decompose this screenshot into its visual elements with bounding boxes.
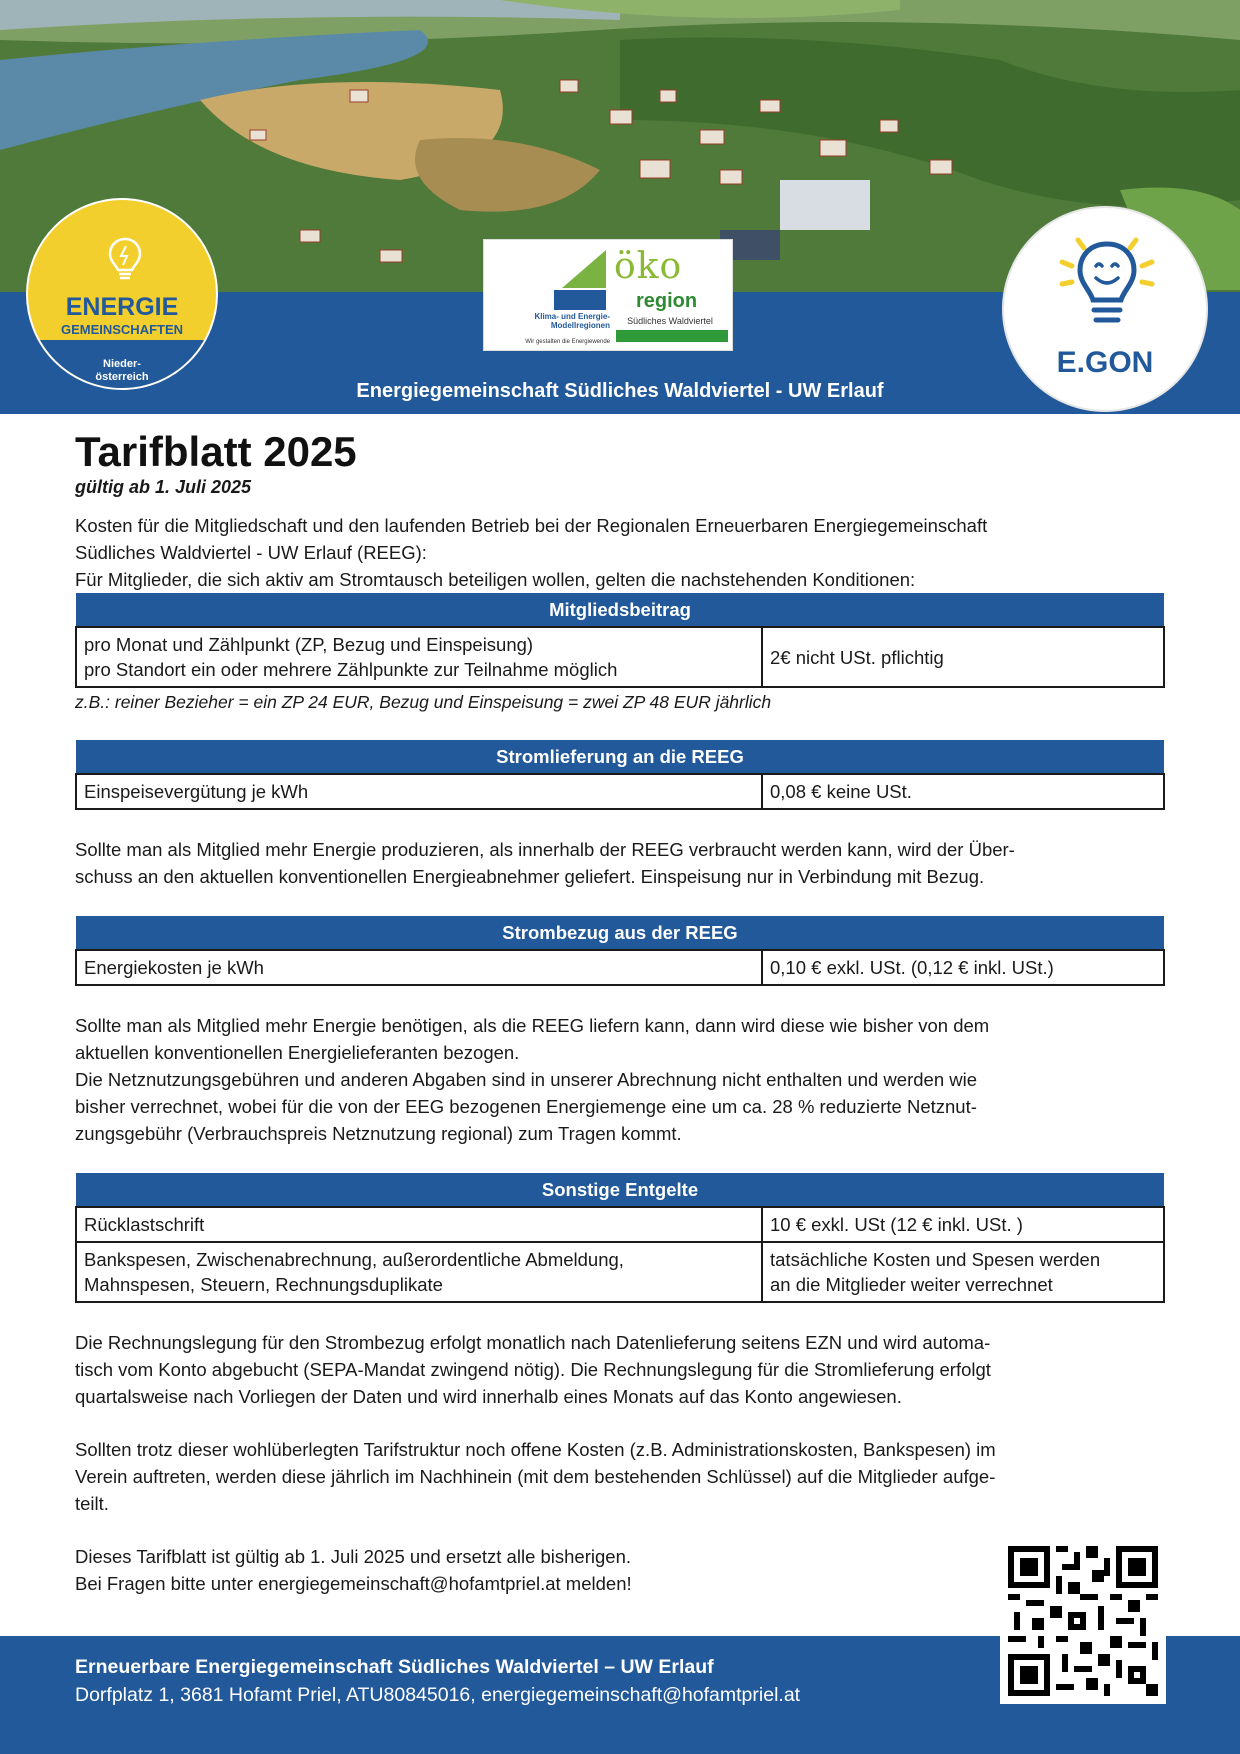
- egon-logo-text: E.GON: [1056, 346, 1154, 379]
- klima-okoregion-logo: [483, 239, 733, 351]
- klima-tagline: Wir gestalten die Energiewende: [525, 339, 610, 345]
- other-fees-table: [75, 1173, 1165, 1303]
- open-costs-paragraph: Sollten trotz dieser wohlüberlegten Tarifstruktur noch offene Kosten (z.B. Administrationskosten, Bankspesen) im Verein auftreten, werden diese jährlich im Nachhinein (mit dem bestehenden Schlüssel) auf die Mitglieder aufge- teilt.: [75, 1439, 996, 1514]
- table-row: [76, 627, 1164, 687]
- energiegemeinschaften-badge: [26, 198, 218, 390]
- header-band-title: Energiegemeinschaft Südliches Waldviertel - UW Erlauf: [356, 380, 884, 402]
- delivery-row-label: Einspeisevergütung je kWh: [76, 774, 762, 809]
- other-fees-row2-label: Bankspesen, Zwischenabrechnung, außerordentliche Abmeldung, Mahnspesen, Steuern, Rechnungsduplikate: [76, 1242, 762, 1302]
- qr-code-icon: [1008, 1546, 1158, 1696]
- other-fees-row1-value: 10 € exkl. USt (12 € inkl. USt. ): [762, 1207, 1164, 1242]
- membership-row-label: pro Monat und Zählpunkt (ZP, Bezug und Einspeisung) pro Standort ein oder mehrere Zählpunkte zur Teilnahme möglich: [76, 627, 762, 687]
- delivery-table: [75, 740, 1165, 810]
- membership-table-header: Mitgliedsbeitrag: [76, 593, 1164, 627]
- delivery-table-header: Stromlieferung an die REEG: [76, 740, 1164, 774]
- klima-logo-text: Klima- und Energie- Modellregionen: [534, 312, 610, 330]
- table-row: [76, 1207, 1164, 1242]
- membership-row-value: 2€ nicht USt. pflichtig: [762, 627, 1164, 687]
- billing-paragraph: Die Rechnungslegung für den Strombezug erfolgt monatlich nach Datenlieferung seitens EZN und wird automa- tisch vom Konto abgebucht (SEPA-Mandat zwingend nötig). Die Rechnungslegung für die Stromlieferung erfolgt quartalsweise nach Vorliegen der Daten und wird innerhalb eines Monats auf das Konto angewiesen.: [75, 1332, 991, 1407]
- okoregion-region-text: region: [636, 290, 698, 312]
- badge-energie-text: ENERGIE: [65, 293, 179, 321]
- smiling-lightbulb-icon: [1056, 234, 1158, 334]
- badge-gemeinschaften-text: GEMEINSCHAFTEN: [60, 322, 184, 337]
- page-title: Tarifblatt 2025: [75, 428, 357, 475]
- membership-fee-table: [75, 593, 1165, 688]
- intro-paragraph: Kosten für die Mitgliedschaft und den laufenden Betrieb bei der Regionalen Erneuerbaren Energiegemeinschaft Südliches Waldviertel - UW Erlauf (REEG): Für Mitglieder, die sich aktiv am Stromtausch beteiligen wollen, gelten die nachstehenden Konditionen:: [75, 515, 988, 590]
- table-row: [76, 950, 1164, 985]
- supply-table-header: Strombezug aus der REEG: [76, 916, 1164, 950]
- egon-badge: [1002, 206, 1208, 412]
- other-fees-table-header: Sonstige Entgelte: [76, 1173, 1164, 1207]
- tariff-document: [75, 428, 1165, 1597]
- qr-code[interactable]: [1000, 1538, 1166, 1704]
- page-subtitle: gültig ab 1. Juli 2025: [75, 477, 252, 497]
- delivery-row-value: 0,08 € keine USt.: [762, 774, 1164, 809]
- other-fees-row1-label: Rücklastschrift: [76, 1207, 762, 1242]
- footer-organisation: Erneuerbare Energiegemeinschaft Südliches Waldviertel – UW Erlauf: [75, 1656, 714, 1678]
- okoregion-subregion-text: Südliches Waldviertel: [627, 316, 713, 326]
- delivery-paragraph: Sollte man als Mitglied mehr Energie produzieren, als innerhalb der REEG verbraucht werden kann, wird der Über- schuss an den aktuellen konventionellen Energieabnehmer geliefert. Einspeisung nur in Verbindung mit Bezug.: [75, 839, 1015, 887]
- okoregion-green-bar: [616, 330, 728, 342]
- lightbulb-icon: [106, 236, 144, 284]
- validity-paragraph: Dieses Tarifblatt ist gültig ab 1. Juli 2025 und ersetzt alle bisherigen. Bei Fragen bitte unter energiegemeinschaft@hofamtpriel.at melden!: [75, 1546, 632, 1594]
- membership-example-note: z.B.: reiner Bezieher = ein ZP 24 EUR, Bezug und Einspeisung = zwei ZP 48 EUR jährlich: [75, 692, 772, 712]
- table-row: [76, 774, 1164, 809]
- badge-region-text: Nieder- österreich: [95, 358, 149, 383]
- header-banner: [0, 0, 1240, 414]
- supply-row-value: 0,10 € exkl. USt. (0,12 € inkl. USt.): [762, 950, 1164, 985]
- other-fees-row2-value: tatsächliche Kosten und Spesen werden an die Mitglieder weiter verrechnet: [762, 1242, 1164, 1302]
- supply-paragraph: Sollte man als Mitglied mehr Energie benötigen, als die REEG liefern kann, dann wird diese wie bisher von dem aktuellen konventionellen Energielieferanten bezogen. Die Netznutzungsgebühren und anderen Abgaben sind in unserer Abrechnung nicht enthalten und werden wie bisher verrechnet, wobei für die von der EEG bezogenen Energiemenge eine um ca. 28 % reduzierte Netznut- zungsgebühr (Verbrauchspreis Netznutzung regional) zum Tragen kommt.: [75, 1015, 990, 1144]
- klima-modellregion-logo-shape: [544, 250, 606, 310]
- table-row: [76, 1242, 1164, 1302]
- supply-table: [75, 916, 1165, 986]
- supply-row-label: Energiekosten je kWh: [76, 950, 762, 985]
- footer-address: Dorfplatz 1, 3681 Hofamt Priel, ATU80845016, energiegemeinschaft@hofamtpriel.at: [75, 1684, 801, 1706]
- okoregion-oko-text: öko: [614, 246, 683, 287]
